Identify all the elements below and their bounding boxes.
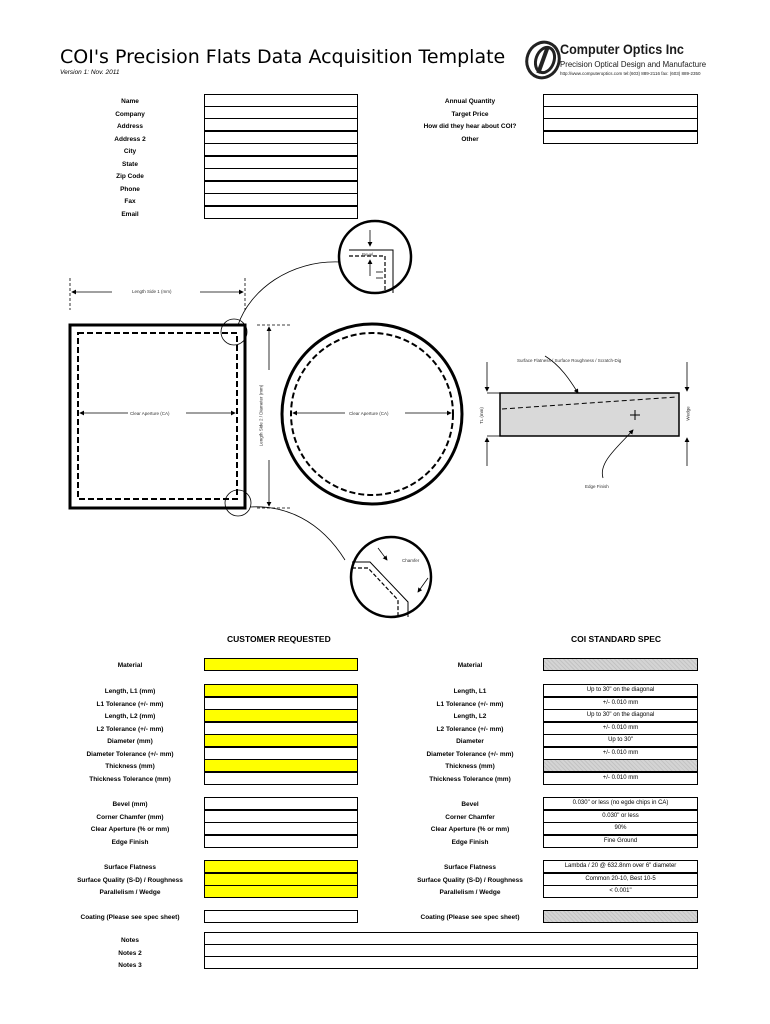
- coi-spec-value: 90%: [614, 825, 627, 831]
- field-label: Name: [121, 98, 139, 105]
- customer-spec-field[interactable]: [204, 658, 358, 671]
- spec-label-customer: L2 Tolerance (+/- mm): [96, 726, 164, 733]
- coi-spec-value: +/- 0.010 mm: [602, 700, 639, 706]
- notes-label: Notes 2: [118, 950, 142, 957]
- coi-spec-value: Common 20-10, Best 10-5: [585, 876, 656, 882]
- coi-spec-value-box: [543, 759, 698, 772]
- customer-spec-field[interactable]: [204, 910, 358, 923]
- coi-spec-value: +/- 0.010 mm: [602, 750, 639, 756]
- spec-label-coi: Material: [457, 662, 483, 669]
- bevel-detail: [339, 221, 411, 293]
- customer-spec-field[interactable]: [204, 772, 358, 785]
- spec-label-coi: Corner Chamfer: [445, 814, 495, 821]
- clear-aperture-circle-label: Clear Aperture (CA): [349, 411, 389, 416]
- coi-spec-value: Up to 30" on the diagonal: [586, 687, 655, 693]
- coi-spec-value: Fine Ground: [603, 838, 638, 844]
- field-label: Annual Quantity: [444, 98, 496, 105]
- spec-label-coi: Coating (Please see spec sheet): [420, 914, 520, 921]
- clear-aperture-rect-label: Clear Aperture (CA): [130, 411, 170, 416]
- chamfer-detail: [351, 537, 431, 617]
- length-side-2-label: Length Side 2 / Diameter (mm): [258, 384, 264, 447]
- field-label: Address: [116, 123, 143, 130]
- spec-label-coi: Surface Quality (S-D) / Roughness: [417, 877, 523, 884]
- customer-requested-heading: CUSTOMER REQUESTED: [227, 634, 331, 644]
- coi-spec-value: Up to 30": [608, 737, 633, 743]
- surface-flatness-label: Surface Flatness / Surface Roughness / Scratch-Dig: [517, 358, 622, 363]
- coi-spec-value: +/- 0.010 mm: [602, 725, 639, 731]
- spec-label-coi: Length, L1: [453, 688, 487, 695]
- spec-label-customer: Coating (Please see spec sheet): [80, 914, 180, 921]
- customer-spec-field[interactable]: [204, 885, 358, 898]
- coi-spec-value-box: [543, 658, 698, 671]
- rectangle-flat: [70, 319, 251, 516]
- customer-spec-field[interactable]: [204, 759, 358, 772]
- field-label: How did they hear about COI?: [423, 123, 517, 130]
- page-title: COI's Precision Flats Data Acquisition Template: [60, 46, 506, 68]
- spec-label-customer: Clear Aperture (% or mm): [90, 826, 170, 833]
- spec-label-customer: Edge Finish: [111, 839, 149, 846]
- field-label: Address 2: [114, 136, 146, 143]
- customer-spec-field[interactable]: [204, 709, 358, 722]
- edge-finish-label: Edge Finish: [585, 484, 609, 489]
- spec-label-customer: Surface Quality (S-D) / Roughness: [77, 877, 183, 884]
- field-label: Zip Code: [116, 173, 144, 180]
- coi-spec-value: +/- 0.010 mm: [602, 775, 639, 781]
- field-label: Company: [115, 111, 145, 118]
- spec-label-coi: Length, L2: [453, 713, 487, 720]
- wedge-label: Wedge: [685, 406, 691, 421]
- coi-spec-value: < 0.001": [609, 888, 632, 894]
- field-label: Fax: [124, 198, 136, 205]
- tl-label: TL (mm): [478, 407, 484, 424]
- field-label: City: [123, 148, 137, 155]
- spec-label-customer: Diameter Tolerance (+/- mm): [86, 751, 174, 758]
- coi-spec-value: 0.030" or less: [602, 813, 639, 819]
- spec-label-coi: Thickness (mm): [445, 763, 495, 770]
- spec-label-coi: Clear Aperture (% or mm): [430, 826, 510, 833]
- spec-label-customer: Surface Flatness: [103, 864, 157, 871]
- field-label: Target Price: [451, 111, 489, 118]
- spec-label-coi: Diameter Tolerance (+/- mm): [426, 751, 514, 758]
- spec-label-coi: Parallelism / Wedge: [439, 889, 501, 896]
- spec-label-coi: Diameter: [456, 738, 484, 745]
- coi-spec-value-box: [543, 910, 698, 923]
- logo-tagline: Precision Optical Design and Manufacture: [560, 59, 707, 69]
- spec-label-customer: Thickness (mm): [105, 763, 155, 770]
- spec-label-coi: Bevel: [461, 801, 479, 808]
- field-label: Phone: [120, 186, 140, 193]
- spec-label-customer: Parallelism / Wedge: [99, 889, 161, 896]
- coi-spec-value: Up to 30" on the diagonal: [586, 712, 655, 718]
- customer-spec-field[interactable]: [204, 797, 358, 810]
- coi-spec-value: 0.030" or less (no egde chips in CA): [572, 800, 669, 806]
- notes-3-field[interactable]: [204, 956, 698, 969]
- length-side-1-label: Length Side 1 (mm): [132, 289, 172, 294]
- spec-label-customer: Material: [117, 662, 143, 669]
- spec-label-customer: Length, L1 (mm): [104, 688, 156, 695]
- spec-label-customer: Bevel (mm): [112, 801, 148, 808]
- side-view: [487, 356, 687, 478]
- customer-spec-field[interactable]: [204, 684, 358, 697]
- coi-spec-value: Lambda / 20 @ 632.8nm over 6" diameter: [564, 863, 677, 869]
- field-label: State: [122, 161, 138, 168]
- notes-label: Notes: [120, 937, 140, 944]
- customer-spec-field[interactable]: [204, 734, 358, 747]
- spec-label-customer: Thickness Tolerance (mm): [89, 776, 171, 783]
- coi-standard-spec-heading: COI STANDARD SPEC: [571, 634, 662, 644]
- field-label: Email: [121, 211, 139, 218]
- spec-label-customer: Length, L2 (mm): [104, 713, 156, 720]
- chamfer-label: Chamfer: [402, 558, 420, 563]
- bevel-label: Bevel: [362, 252, 374, 257]
- spec-label-customer: Diameter (mm): [107, 738, 153, 745]
- customer-spec-field[interactable]: [204, 835, 358, 848]
- logo-company-name: Computer Optics Inc: [560, 41, 684, 57]
- customer-spec-field[interactable]: [204, 822, 358, 835]
- spec-label-coi: Surface Flatness: [443, 864, 497, 871]
- logo-contact: http://www.computeroptics.com tel:(603) 889-2116 fax: (603) 889-2350: [560, 71, 701, 76]
- spec-label-coi: Edge Finish: [451, 839, 489, 846]
- version-label: Version 1: Nov. 2011: [60, 69, 120, 76]
- customer-spec-field[interactable]: [204, 860, 358, 873]
- spec-label-coi: L1 Tolerance (+/- mm): [436, 701, 504, 708]
- spec-label-customer: Corner Chamfer (mm): [96, 814, 164, 821]
- field-label: Other: [461, 136, 479, 143]
- spec-label-customer: L1 Tolerance (+/- mm): [96, 701, 164, 708]
- spec-label-coi: Thickness Tolerance (mm): [429, 776, 511, 783]
- spec-label-coi: L2 Tolerance (+/- mm): [436, 726, 504, 733]
- notes-label: Notes 3: [118, 962, 142, 969]
